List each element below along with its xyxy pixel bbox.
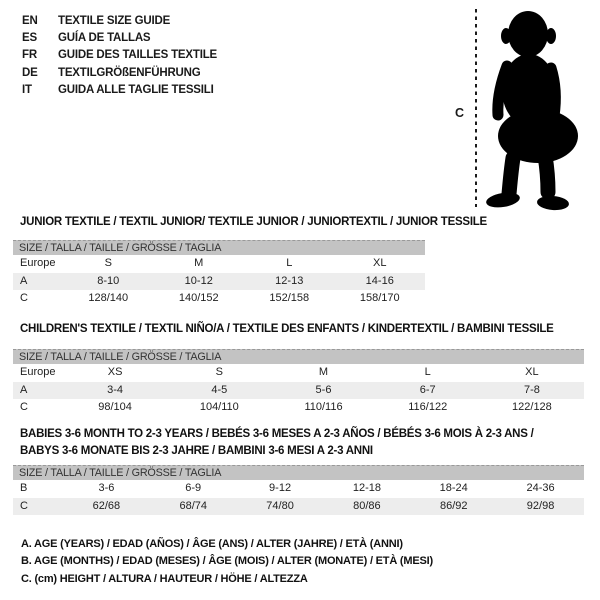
language-code: ES — [22, 32, 37, 45]
column-header-cell: XL — [525, 366, 539, 378]
table-size-header: SIZE / TALLA / TAILLE / GRÖSSE / TAGLIA — [13, 349, 584, 364]
table-cell: 10-12 — [184, 274, 213, 287]
column-header-cell: XS — [107, 366, 123, 378]
table-cell: 9-12 — [269, 482, 292, 494]
table-row — [13, 498, 584, 516]
table-size-header: SIZE / TALLA / TAILLE / GRÖSSE / TAGLIA — [13, 465, 584, 480]
language-row — [22, 64, 217, 81]
table-cell: 104/110 — [199, 401, 239, 413]
table-title-line: JUNIOR TEXTILE / TEXTIL JUNIOR/ TEXTILE JUNIOR / JUNIORTEXTIL / JUNIOR TESSILE — [20, 216, 487, 228]
language-code: DE — [22, 66, 38, 79]
size-table — [13, 240, 425, 308]
height-reference-label: C — [455, 106, 465, 120]
table-cell: 4-5 — [211, 383, 228, 396]
size-table — [13, 349, 584, 417]
table-cell: 18-24 — [439, 482, 468, 494]
table-title — [20, 426, 534, 459]
row-label: A — [20, 274, 28, 287]
table-cell: 158/170 — [359, 292, 400, 304]
column-header-cell: M — [318, 366, 329, 378]
table-cell: 140/152 — [178, 292, 219, 304]
table-row — [13, 290, 425, 308]
table-cell: 86/92 — [439, 499, 468, 512]
table-cell: 128/140 — [88, 292, 129, 304]
column-header-cell: M — [194, 257, 204, 269]
height-dashed-line — [475, 9, 477, 207]
size-table — [13, 465, 584, 515]
footnotes — [21, 536, 433, 588]
row-label: C — [20, 292, 28, 304]
table-cell: 3-4 — [107, 383, 124, 396]
column-header-cell: XL — [373, 257, 387, 269]
column-header-cell: L — [424, 366, 431, 378]
footnote-line: A. AGE (YEARS) / EDAD (AÑOS) / ÂGE (ANS) / ALTER (JAHRE) / ETÀ (ANNI) — [21, 538, 403, 550]
table-cell: 6-9 — [185, 482, 202, 494]
table-cell: 68/74 — [179, 499, 207, 512]
footnote-line: C. (cm) HEIGHT / ALTURA / HAUTEUR / HÖHE / ALTEZZA — [21, 572, 308, 585]
table-row — [13, 382, 584, 400]
table-cell: 116/122 — [408, 401, 448, 413]
language-list — [22, 12, 217, 99]
table-cell: 110/116 — [304, 401, 343, 413]
language-code: EN — [22, 14, 38, 27]
column-header-cell: S — [104, 257, 112, 269]
table-cell: 80/86 — [353, 499, 381, 512]
footnote-line: B. AGE (MONTHS) / EDAD (MESES) / ÂGE (MOIS) / ALTER (MONATE) / ETÀ (MESI) — [21, 555, 433, 568]
table-cell: 3-6 — [98, 482, 115, 494]
table-title-line: BABYS 3-6 MONATE BIS 2-3 JAHRE / BAMBINI 3-6 MESI A 2-3 ANNI — [20, 444, 373, 457]
language-label: GUIDA ALLE TAGLIE TESSILI — [58, 84, 214, 97]
table-cell: 5-6 — [315, 383, 332, 396]
language-code: FR — [22, 49, 37, 62]
language-row — [22, 82, 217, 99]
table-row — [13, 399, 584, 417]
column-header-cell: S — [215, 366, 223, 378]
table-cell: 152/158 — [269, 292, 310, 304]
table-cell: 74/80 — [266, 499, 294, 512]
table-cell: 24-36 — [526, 482, 555, 494]
language-code: IT — [22, 84, 32, 97]
language-row — [22, 47, 217, 64]
table-columns-row — [13, 255, 425, 273]
table-cell: 6-7 — [419, 383, 436, 396]
column-header-cell: L — [286, 257, 293, 269]
table-size-header: SIZE / TALLA / TAILLE / GRÖSSE / TAGLIA — [13, 240, 425, 255]
row-label: Europe — [20, 366, 56, 378]
table-cell: 92/98 — [526, 499, 555, 512]
baby-silhouette — [483, 8, 583, 213]
row-label: Europe — [20, 257, 56, 269]
table-cell: 8-10 — [97, 274, 120, 287]
language-label: GUÍA DE TALLAS — [58, 32, 151, 45]
language-row — [22, 29, 217, 46]
table-row — [13, 273, 425, 291]
table-title-line: BABIES 3-6 MONTH TO 2-3 YEARS / BEBÉS 3-6 MESES A 2-3 AÑOS / BÉBÉS 3-6 MOIS À 2-3 ANS / — [20, 428, 534, 440]
table-cell: 98/104 — [98, 401, 132, 413]
table-row — [13, 480, 584, 498]
language-label: TEXTILE SIZE GUIDE — [58, 14, 171, 27]
table-title-line: CHILDREN'S TEXTILE / TEXTIL NIÑO/A / TEXTILE DES ENFANTS / KINDERTEXTIL / BAMBINI TESSILE — [20, 323, 554, 335]
table-cell: 62/68 — [92, 499, 121, 512]
row-label: C — [20, 401, 28, 413]
row-label: C — [20, 499, 28, 512]
table-cell: 12-18 — [352, 482, 381, 494]
table-cell: 7-8 — [523, 383, 540, 396]
language-label: GUIDE DES TAILLES TEXTILE — [58, 49, 217, 62]
table-cell: 12-13 — [275, 274, 304, 287]
table-cell: 122/128 — [512, 401, 552, 413]
row-label: B — [20, 482, 28, 494]
table-title — [20, 214, 487, 231]
language-row — [22, 12, 217, 29]
language-label: TEXTILGRÖßENFÜHRUNG — [58, 66, 201, 79]
table-cell: 14-16 — [365, 274, 394, 287]
row-label: A — [20, 383, 28, 396]
table-columns-row — [13, 364, 584, 382]
table-title — [20, 321, 554, 338]
